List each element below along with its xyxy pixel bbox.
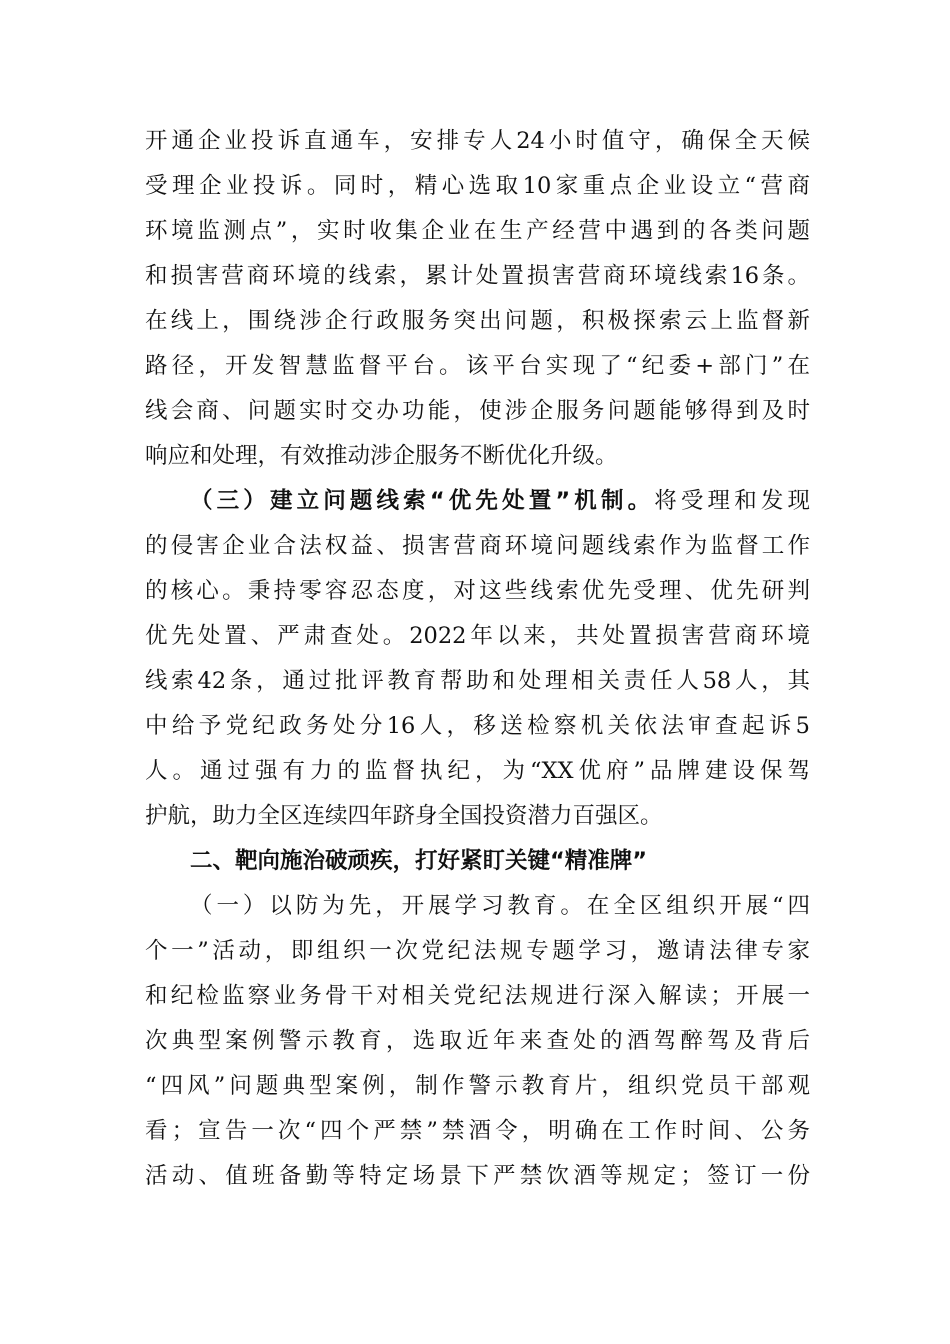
section-heading: 二、靶向施治破顽疾，打好紧盯关键“精准牌” [190, 848, 648, 874]
paragraph-priority-disposal [145, 479, 810, 839]
text-line: 环境监测点”，实时收集企业在生产经营中遇到的各类问题 [145, 218, 810, 244]
text-line: 次典型案例警示教育，选取近年来查处的酒驾醉驾及背后 [145, 1028, 810, 1054]
text-line: 响应和处理，有效推动涉企服务不断优化升级。 [145, 443, 618, 469]
text-line: 看；宣告一次“四个严禁”禁酒令，明确在工作时间、公务 [145, 1118, 810, 1144]
text-line: 开通企业投诉直通车，安排专人24小时值守，确保全天候 [145, 128, 810, 154]
text-line: 线会商、问题实时交办功能，使涉企服务问题能够得到及时 [145, 398, 810, 424]
paragraph-lead-line: （一）以防为先，开展学习教育。在全区组织开展“四 [190, 893, 810, 919]
text-line: 的核心。秉持零容忍态度，对这些线索优先受理、优先研判 [145, 578, 810, 604]
paragraph-lead-line [145, 479, 810, 524]
text-line: 受理企业投诉。同时，精心选取10家重点企业设立“营商 [145, 173, 810, 199]
text-line: 和纪检监察业务骨干对相关党纪法规进行深入解读；开展一 [145, 983, 810, 1009]
subheading-priority-disposal: （三）建立问题线索“优先处置”机制。 [190, 488, 655, 514]
document-body [145, 119, 810, 1199]
text-fragment: 将受理和发现 [654, 488, 810, 514]
text-line: 中给予党纪政务处分16人，移送检察机关依法审查起诉5 [145, 713, 810, 739]
paragraph-online-offline-supervision [145, 119, 810, 479]
text-line: 优先处置、严肃查处。2022年以来，共处置损害营商环境 [145, 623, 810, 649]
paragraph-prevention-education [145, 884, 810, 1199]
text-line: 人。通过强有力的监督执纪，为“XX优府”品牌建设保驾 [145, 758, 810, 784]
text-line: 护航，助力全区连续四年跻身全国投资潜力百强区。 [145, 803, 663, 829]
text-line: 在线上，围绕涉企行政服务突出问题，积极探索云上监督新 [145, 308, 810, 334]
text-line: 和损害营商环境的线索，累计处置损害营商环境线索16条。 [145, 263, 810, 289]
text-line: 的侵害企业合法权益、损害营商环境问题线索作为监督工作 [145, 533, 810, 559]
text-line: 路径，开发智慧监督平台。该平台实现了“纪委+部门”在 [145, 353, 810, 379]
text-line: 个一”活动，即组织一次党纪法规专题学习，邀请法律专家 [145, 938, 810, 964]
text-line: 活动、值班备勤等特定场景下严禁饮酒等规定；签订一份 [145, 1163, 810, 1189]
text-line: “四风”问题典型案例，制作警示教育片，组织党员干部观 [145, 1073, 810, 1099]
text-line: 线索42条，通过批评教育帮助和处理相关责任人58人，其 [145, 668, 810, 694]
